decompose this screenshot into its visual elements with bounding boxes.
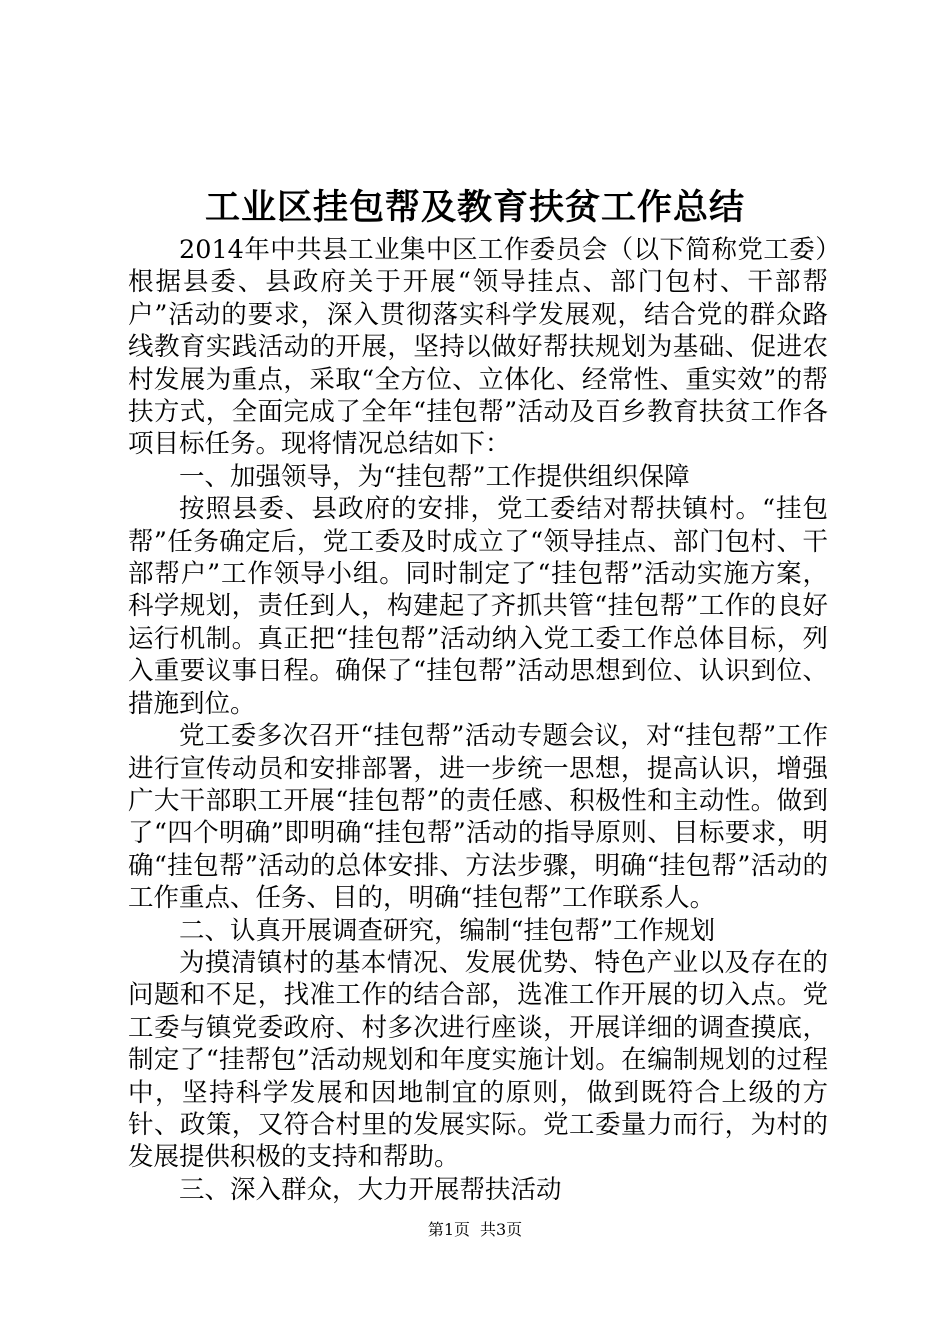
paragraph-section1-b: 党工委多次召开“挂包帮”活动专题会议，对“挂包帮”工作进行宣传动员和安排部署，进一步统一思想，提高认识，增强广大干部职工开展“挂包帮”的责任感、积极性和主动性。做到了“四个明确”即明确“挂包帮”活动的指导原则、目标要求，明确“挂包帮”活动的总体安排、方法步骤，明确“挂包帮”活动的工作重点、任务、目的，明确“挂包帮”工作联系人。	[128, 721, 828, 914]
paragraph-intro: 2014年中共县工业集中区工作委员会（以下简称党工委）根据县委、县政府关于开展“领导挂点、部门包村、干部帮户”活动的要求，深入贯彻落实科学发展观，结合党的群众路线教育实践活动的开展，坚持以做好帮扶规划为基础、促进农村发展为重点，采取“全方位、立体化、经常性、重实效”的帮扶方式，全面完成了全年“挂包帮”活动及百乡教育扶贫工作各项目标任务。现将情况总结如下：	[128, 235, 828, 460]
paragraph-section2: 为摸清镇村的基本情况、发展优势、特色产业以及存在的问题和不足，找准工作的结合部，选准工作开展的切入点。党工委与镇党委政府、村多次进行座谈，开展详细的调查摸底，制定了“挂帮包”活动规划和年度实施计划。在编制规划的过程中，坚持科学发展和因地制宜的原则，做到既符合上级的方针、政策，又符合村里的发展实际。党工委量力而行，为村的发展提供积极的支持和帮助。	[128, 947, 828, 1173]
page-total: 共3页	[480, 1220, 523, 1239]
page-footer	[0, 1218, 950, 1242]
page-number: 第1页	[427, 1220, 470, 1239]
document-title: 工业区挂包帮及教育扶贫工作总结	[204, 187, 745, 228]
section-heading-1: 一、加强领导，为“挂包帮”工作提供组织保障	[179, 461, 690, 492]
paragraph-section1-a: 按照县委、县政府的安排，党工委结对帮扶镇村。“挂包帮”任务确定后，党工委及时成立了“领导挂点、部门包村、干部帮户”工作领导小组。同时制定了“挂包帮”活动实施方案，科学规划，责任到人，构建起了齐抓共管“挂包帮”工作的良好运行机制。真正把“挂包帮”活动纳入党工委工作总体目标，列入重要议事日程。确保了“挂包帮”活动思想到位、认识到位、措施到位。	[128, 494, 828, 719]
section-heading-2: 二、认真开展调查研究，编制“挂包帮”工作规划	[179, 915, 716, 946]
section-heading-3: 三、深入群众，大力开展帮扶活动	[179, 1174, 562, 1205]
document-body	[128, 234, 828, 1206]
